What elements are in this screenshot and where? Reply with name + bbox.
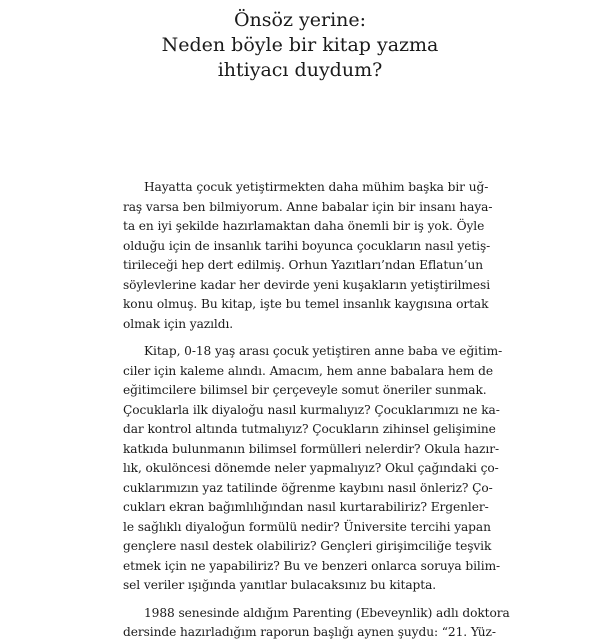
text-line: etmek için ne yapabiliriz? Bu ve benzeri onlarca soruya bilim- [123, 558, 501, 573]
text-line: ciler için kaleme alındı. Amacım, hem anne babalara hem de [123, 363, 493, 378]
text-line: dersinde hazırladığım raporun başlığı aynen şuydu: “21. Yüz- [123, 625, 496, 639]
text-line: söylevlerine kadar her devirde yeni kuşakların yetiştirilmesi [123, 277, 491, 292]
text-line: Hayatta çocuk yetiştirmekten daha mühim başka bir uğ- [144, 180, 489, 194]
text-line: le sağlıklı diyaloğun formülü nedir? Üniversite tercihi yapan [123, 519, 491, 534]
text-line: gençlere nasıl destek olabiliriz? Gençleri girişimciliğe teşvik [123, 539, 492, 553]
text-line: cuklarımızın yaz tatilinde öğrenme kaybını nasıl önleriz? Ço- [123, 480, 493, 495]
text-line: konu olmuş. Bu kitap, işte bu temel insanlık kaygısına ortak [123, 297, 489, 311]
text-line: Çocuklarla ilk diyaloğu nasıl kurmalıyız? Çocuklarımızı ne ka- [123, 402, 500, 417]
text-line: sel veriler ışığında yanıtlar bulacaksınız bu kitapta. [123, 578, 437, 592]
title-line-3: ihtiyacı duydum? [217, 59, 383, 81]
text-line: raş varsa ben bilmiyorum. Anne babalar için bir insanı haya- [123, 199, 493, 214]
paragraph [123, 342, 503, 596]
text-line: Kitap, 0-18 yaş arası çocuk yetiştiren anne baba ve eğitim- [144, 344, 503, 358]
text-line: dar kontrol altında tutmalıyız? Çocukların zihinsel gelişimine [123, 422, 496, 436]
page-title [0, 8, 600, 83]
text-line: katkıda bulunmanın bilimsel formülleri nelerdir? Okula hazır- [123, 441, 499, 456]
text-line: tirileceği hep dert edilmiş. Orhun Yazıtları’ndan Eflatun’un [123, 258, 484, 272]
text-line: ta en iyi şekilde hazırlamaktan daha önemli bir iş yok. Öyle [123, 219, 485, 233]
text-line: cukları ekran bağımlılığından nasıl kurtarabiliriz? Ergenler- [123, 500, 489, 514]
paragraph-gap [123, 596, 469, 604]
body-text [123, 178, 510, 643]
title-line-2: Neden böyle bir kitap yazma [161, 34, 439, 56]
text-line: olmak için yazıldı. [123, 316, 234, 331]
text-line: eğitimcilere bilimsel bir çerçeveyle somut öneriler sunmak. [123, 383, 487, 397]
paragraph [123, 604, 510, 643]
paragraph-gap [123, 334, 469, 342]
title-line-1: Önsöz yerine: [233, 9, 367, 31]
text-line: lık, okulöncesi dönemde neler yapmalıyız? Okul çağındaki ço- [123, 461, 499, 475]
text-line: 1988 senesinde aldığım Parenting (Ebeveynlik) adlı doktora [144, 605, 510, 620]
paragraph [123, 178, 493, 334]
text-line: olduğu için de insanlık tarihi boyunca çocukların nasıl yetiş- [123, 238, 491, 253]
